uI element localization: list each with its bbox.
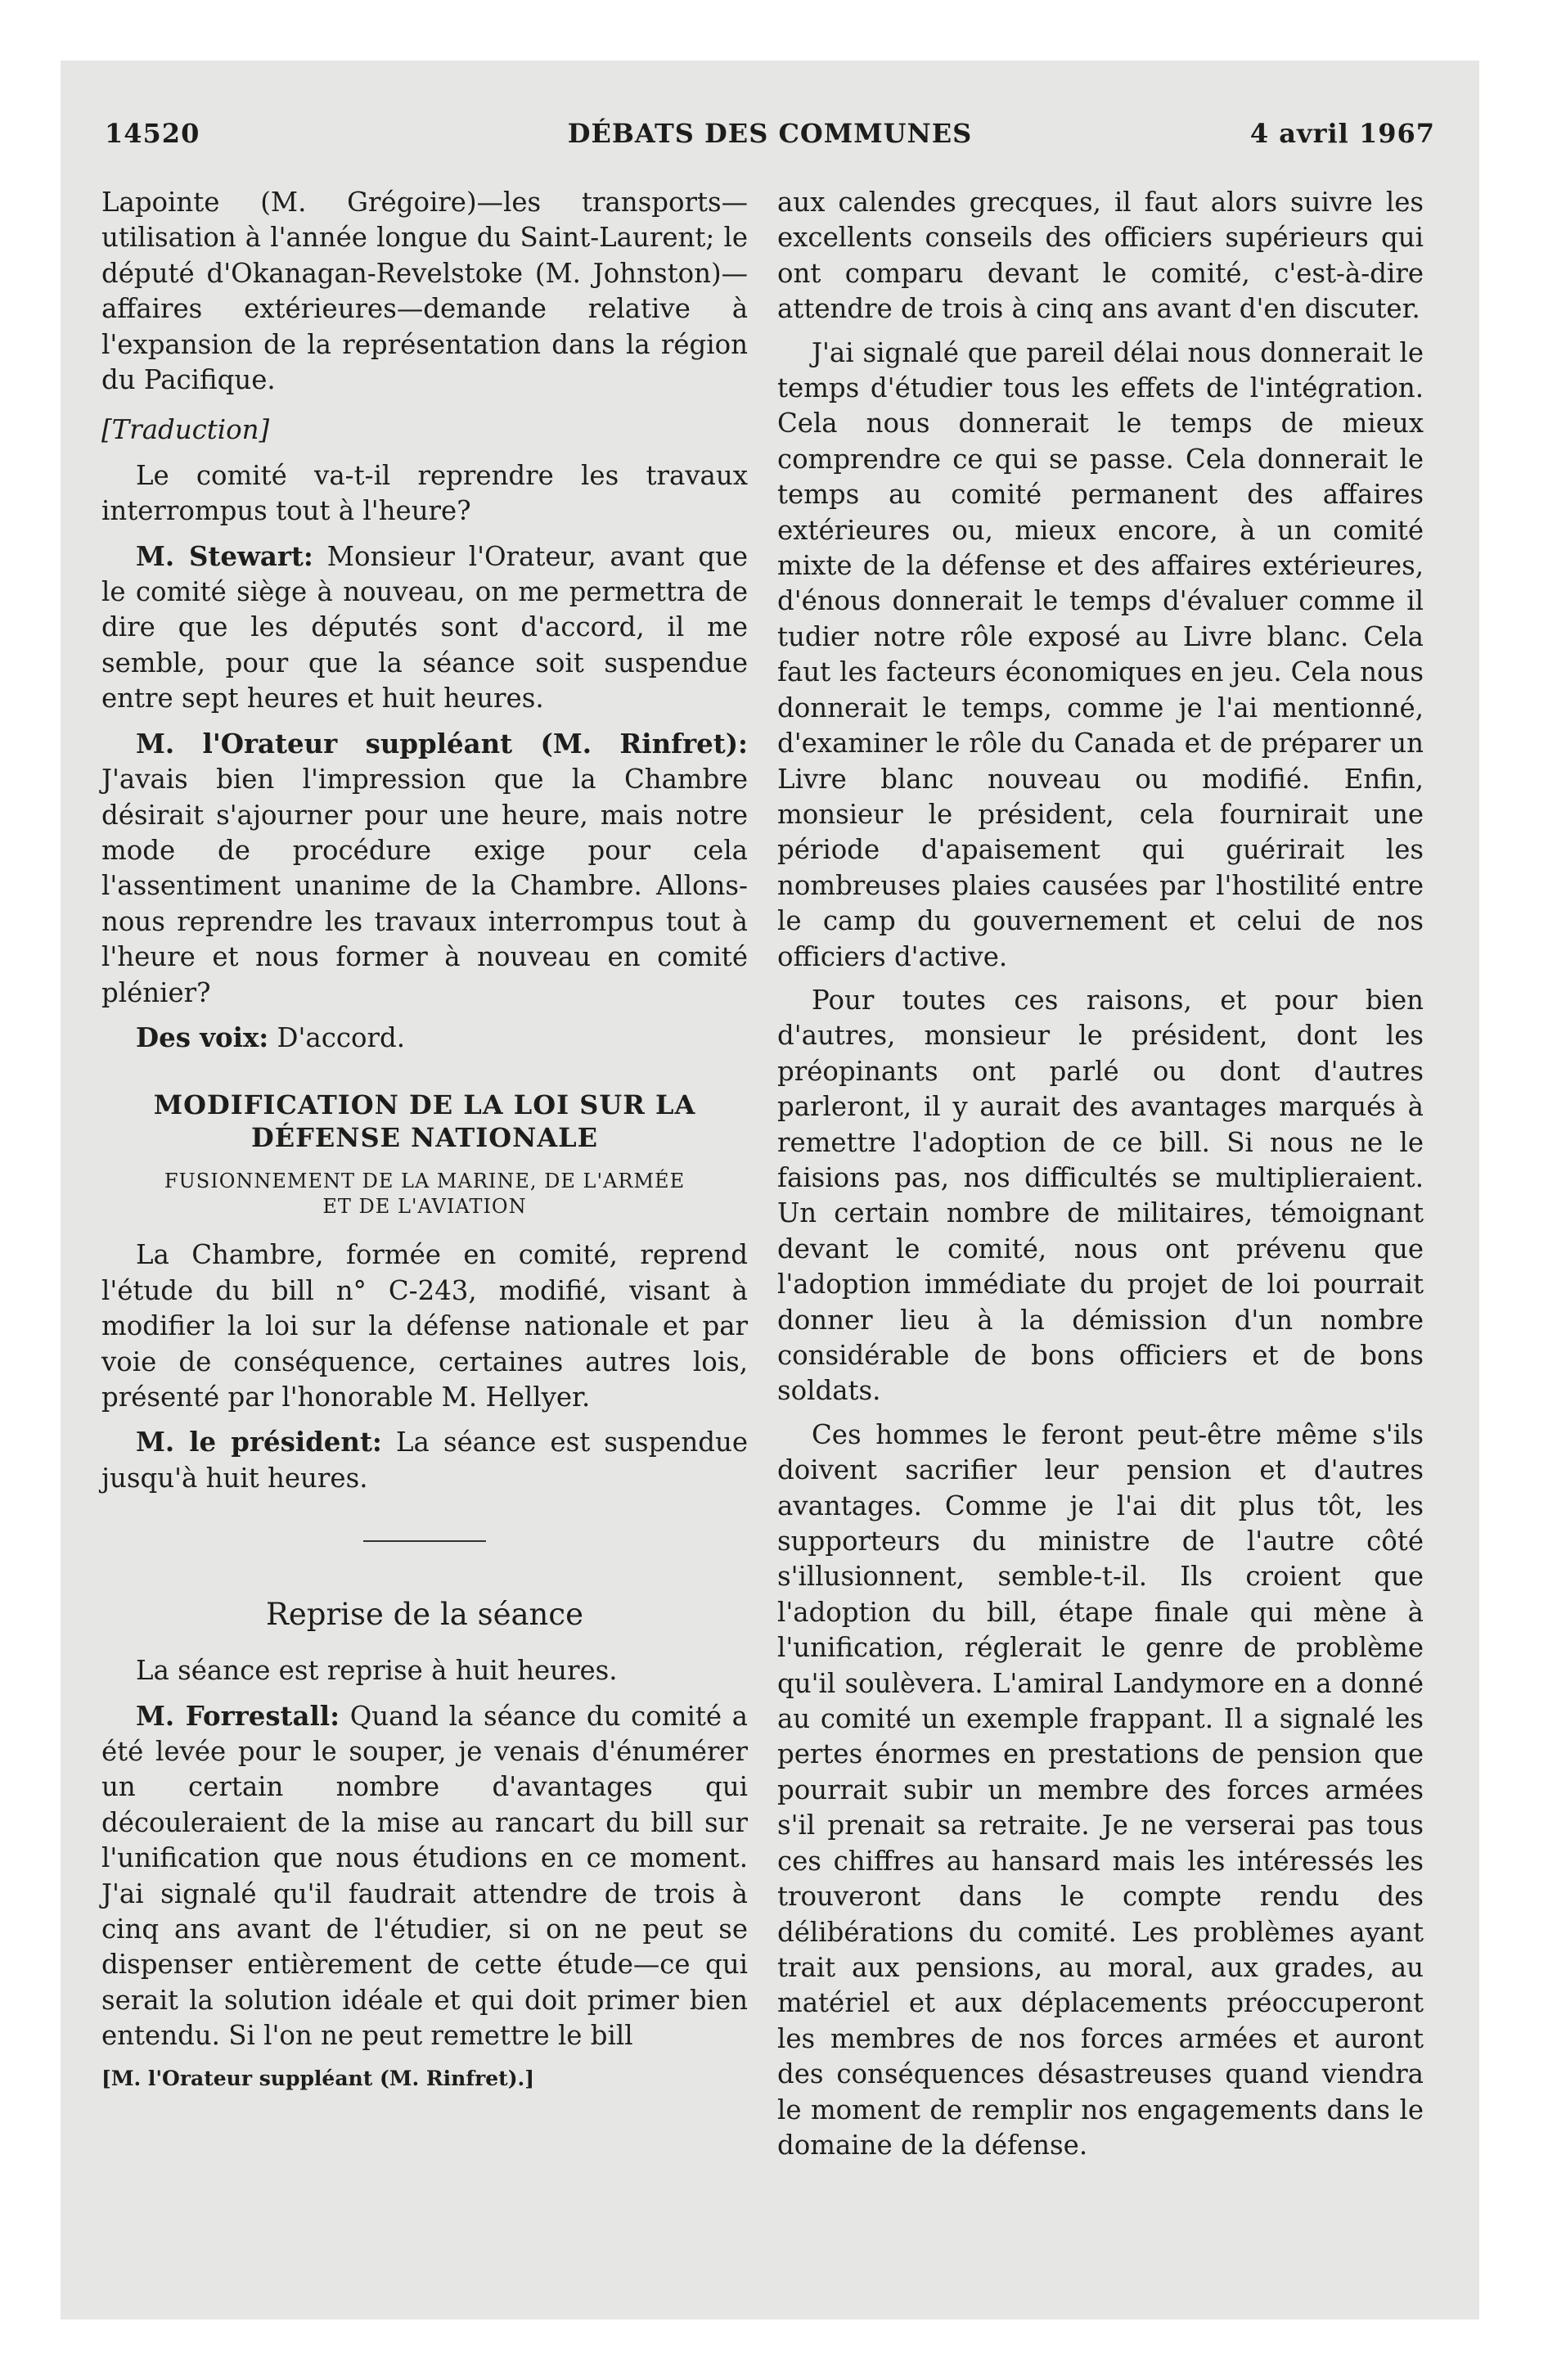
page-date: 4 avril 1967 bbox=[1249, 118, 1435, 149]
speech-text: Quand la séance du comité a été levée pour le souper, je venais d'énumérer un certain nombre d'avantages qui découleraient de la mise au rancart du bill sur l'unification que nous étudions en ce moment. J'ai signalé qu'il faudrait attendre de trois à cinq ans avant de l'étudier, si on ne peut se dispenser entièrement de cette étude—ce qui serait la solution idéale et qui doit primer bien entendu. Si l'on ne peut remettre le bill bbox=[101, 1700, 748, 2052]
paragraph: Pour toutes ces raisons, et pour bien d'autres, monsieur le président, dont les préopinants ont parlé ou dont d'autres parleront, il y aurait des avantages marqués à remettre l'adoption de ce bill. Si nous ne le faisions pas, nos difficultés se multiplieraient. Un certain nombre de militaires, témoignant devant le comité, nous ont prévenu que l'adoption immédiate du projet de loi pourrait donner lieu à la démission d'un nombre considérable de bons officiers et de bons soldats. bbox=[777, 984, 1424, 1407]
paragraph: J'ai signalé que pareil délai nous donnerait le temps d'étudier tous les effets de l'intégration. Cela nous donnerait le temps de mieux comprendre ce qui se passe. Cela donnerait le temps au comité permanent des affaires extérieures ou, mieux encore, à un comité mixte de la défense et des affaires extérieures, d'énous donnerait le temps d'évaluer comme il tudier notre rôle exposé au Livre blanc. Cela faut les facteurs économiques en jeu. Cela nous donnerait le temps, comme je l'ai mentionné, d'examiner le rôle du Canada et de préparer un Livre blanc nouveau ou modifié. Enfin, monsieur le président, cela fournirait une période d'apaisement qui guérirait les nombreuses plaies causées par l'hostilité entre le camp du gouvernement et celui de nos officiers d'active. bbox=[777, 336, 1424, 972]
speech-forrestall bbox=[101, 1699, 748, 2054]
paragraph: aux calendes grecques, il faut alors suivre les excellents conseils des officiers supérieurs qui ont comparu devant le comité, c'est-à-dire attendre de trois à cinq ans avant d'en discuter. bbox=[777, 187, 1424, 325]
speech-text: D'accord. bbox=[268, 1021, 405, 1053]
heading-line: DÉFENSE NATIONALE bbox=[250, 1122, 599, 1154]
speaker-name: M. Stewart: bbox=[136, 540, 313, 572]
translation-label: [Traduction] bbox=[101, 414, 270, 446]
speech-president bbox=[101, 1425, 748, 1496]
speaker-name: Des voix: bbox=[136, 1021, 269, 1053]
paragraph: Lapointe (M. Grégoire)—les transports—utilisation à l'année longue du Saint-Laurent; le député d'Okanagan-Revelstoke (M. Johnston)—affaires extérieures—demande relative à l'expansion de la représentation dans la région du Pacifique. bbox=[101, 187, 748, 396]
page-header bbox=[105, 118, 1435, 157]
translation-note bbox=[101, 412, 748, 448]
left-column bbox=[101, 185, 748, 2092]
paragraph: La Chambre, formée en comité, reprend l'étude du bill n° C-243, modifié, visant à modifier la loi sur la défense nationale et par voie de conséquence, certaines autres lois, présenté par l'honorable M. Hellyer. bbox=[101, 1239, 748, 1413]
publication-title: DÉBATS DES COMMUNES bbox=[567, 118, 973, 149]
section-subheading bbox=[101, 1169, 748, 1219]
speech-stewart bbox=[101, 539, 748, 717]
speaker-name: M. Forrestall: bbox=[136, 1700, 340, 1732]
speech-voices bbox=[101, 1021, 748, 1056]
subheading-line: ET DE L'AVIATION bbox=[322, 1195, 527, 1219]
speech-text: Monsieur l'Orateur, avant que le comité siège à nouveau, on me permettra de dire que les députés sont d'accord, il me semble, pour que la séance soit suspendue entre sept heures et huit heures. bbox=[101, 540, 748, 714]
speech-text: La séance est suspendue jusqu'à huit heures. bbox=[101, 1427, 749, 1494]
speaker-name: M. l'Orateur suppléant (M. Rinfret): bbox=[136, 728, 748, 760]
heading-line: MODIFICATION DE LA LOI SUR LA bbox=[153, 1089, 696, 1121]
paragraph: La séance est reprise à huit heures. bbox=[136, 1655, 618, 1687]
paragraph: Ces hommes le feront peut-être même s'ils doivent sacrifier leur pension et d'autres avantages. Comme je l'ai dit plus tôt, les supporteurs du ministre de l'autre côté s'illusionnent, semble-t-il. Ils croient que l'adoption du bill, étape finale qui mène à l'unification, réglerait le genre de problème qu'il soulèvera. L'amiral Landymore en a donné au comité un exemple frappant. Il a signalé les pertes énormes en prestations de pension que pourrait subir un membre des forces armées s'il prenait sa retraite. Je ne verserai pas tous ces chiffres au hansard mais les intéressés les trouveront dans le compte rendu des délibérations du comité. Les problèmes ayant trait aux pensions, au moral, aux grades, au matériel et aux déplacements préoccuperont les membres de nos forces armées et auront des conséquences désastreuses quand viendra le moment de remplir nos engagements dans le domaine de la défense. bbox=[777, 1418, 1424, 2161]
speaker-name: M. le président: bbox=[136, 1427, 382, 1458]
page-number: 14520 bbox=[105, 118, 200, 149]
section-title: Reprise de la séance bbox=[266, 1597, 583, 1633]
speech-rinfret bbox=[101, 727, 748, 1011]
page-footer: [M. l'Orateur suppléant (M. Rinfret).] bbox=[101, 2066, 535, 2090]
right-column bbox=[777, 185, 1424, 2171]
page-sheet bbox=[61, 61, 1479, 2319]
divider bbox=[363, 1540, 486, 1542]
paragraph: Le comité va-t-il reprendre les travaux interrompus tout à l'heure? bbox=[101, 459, 748, 527]
section-heading bbox=[101, 1089, 748, 1154]
speech-text: J'avais bien l'impression que la Chambre désirait s'ajourner pour une heure, mais notre mode de procédure exige pour cela l'assentiment unanime de la Chambre. Allons-nous reprendre les travaux interrompus tout à l'heure et nous former à nouveau en comité plénier? bbox=[101, 764, 748, 1008]
subheading-line: FUSIONNEMENT DE LA MARINE, DE L'ARMÉE bbox=[164, 1170, 686, 1193]
